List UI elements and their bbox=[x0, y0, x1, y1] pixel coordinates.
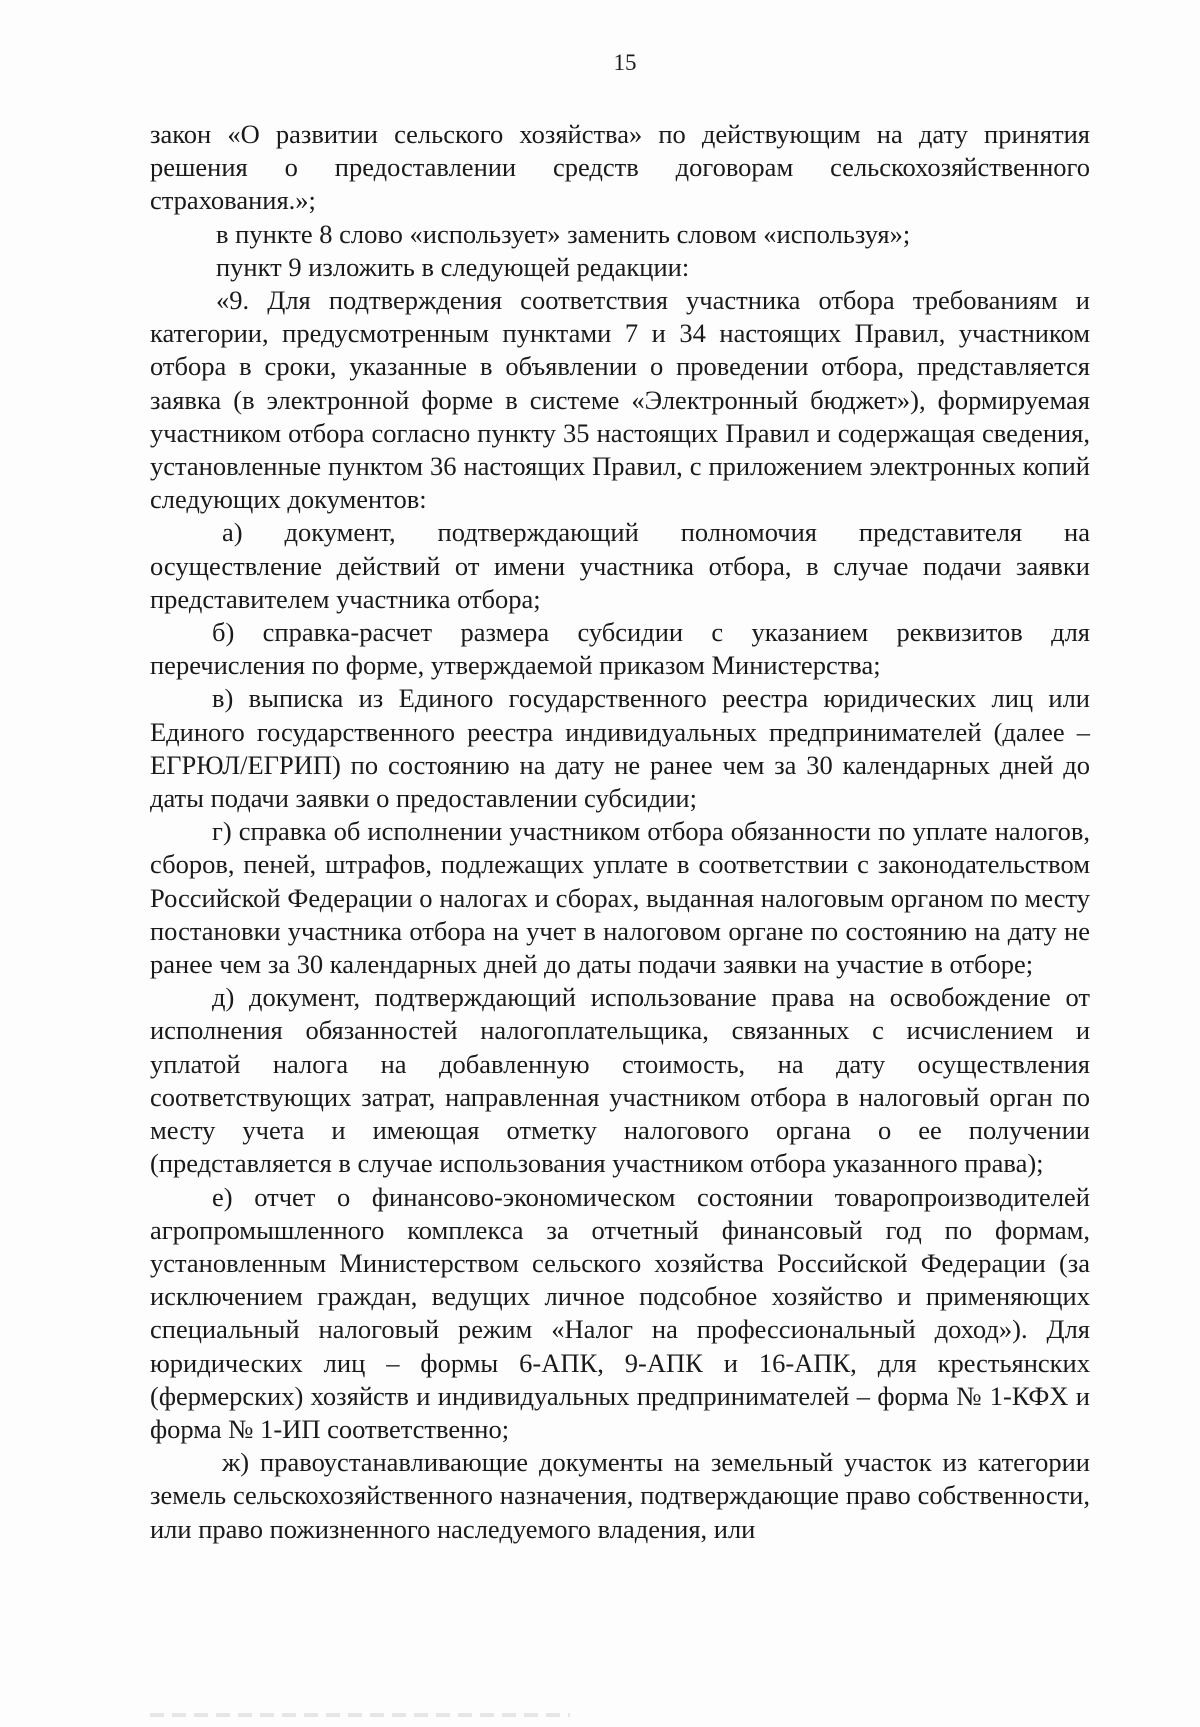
list-item-v: в) выписка из Единого государственного реестра юридических лиц или Единого государственного реестра индивидуальных предпринимателей (далее – ЕГРЮЛ/ЕГРИП) по состоянию на дату не ранее чем за 30 календарных дней до даты подачи заявки о предоставлении субсидии; bbox=[150, 683, 1090, 814]
scan-artifact bbox=[150, 1713, 570, 1717]
list-item-d: д) документ, подтверждающий использование права на освобождение от исполнения обязанностей налогоплательщика, связанных с исчислением и уплатой налога на добавленную стоимость, на дату осуществления соответствующих затрат, направленная участником отбора в налоговый орган по месту учета и имеющая отметку налогового органа о ее получении (представляется в случае использования участником отбора указанного права); bbox=[150, 982, 1090, 1179]
paragraph-amendment-point-9: пункт 9 изложить в следующей редакции: bbox=[216, 251, 690, 282]
list-item-g: г) справка об исполнении участником отбора обязанности по уплате налогов, сборов, пеней, штрафов, подлежащих уплате в соответствии с законодательством Российской Федерации о налогах и сборах, выданная налоговым органом по месту постановки участника отбора на учет в налоговом органе по состоянию на дату не ранее чем за 30 календарных дней до даты подачи заявки на участие в отборе; bbox=[150, 816, 1090, 980]
document-body bbox=[150, 118, 1090, 1546]
paragraph-continuation: закон «О развитии сельского хозяйства» по действующим на дату принятия решения о предоставлении средств договорам сельскохозяйственного страхования.»; bbox=[150, 119, 1090, 216]
paragraph-point-9-text: «9. Для подтверждения соответствия участника отбора требованиям и категории, предусмотренным пунктами 7 и 34 настоящих Правил, участником отбора в сроки, указанные в объявлении о проведении отбора, представляется заявка (в электронной форме в системе «Электронный бюджет»), формируемая участником отбора согласно пункту 35 настоящих Правил и содержащая сведения, установленные пунктом 36 настоящих Правил, с приложением электронных копий следующих документов: bbox=[150, 285, 1090, 515]
list-item-b: б) справка-расчет размера субсидии с указанием реквизитов для перечисления по форме, утверждаемой приказом Министерства; bbox=[150, 617, 1090, 681]
list-item-zh: ж) правоустанавливающие документы на земельный участок из категории земель сельскохозяйственного назначения, подтверждающие право собственности, или право пожизненного наследуемого владения, или bbox=[150, 1447, 1090, 1544]
page-number: 15 bbox=[613, 50, 637, 75]
list-item-e: е) отчет о финансово-экономическом состоянии товаропроизводителей агропромышленного комплекса за отчетный финансовый год по формам, установленным Министерством сельского хозяйства Российской Федерации (за исключением граждан, ведущих личное подсобное хозяйство и применяющих специальный налоговый режим «Налог на профессиональный доход»). Для юридических лиц – формы 6-АПК, 9-АПК и 16-АПК, для крестьянских (фермерских) хозяйств и индивидуальных предпринимателей – форма № 1-КФХ и форма № 1-ИП соответственно; bbox=[150, 1181, 1090, 1444]
paragraph-amendment-point-8: в пункте 8 слово «использует» заменить словом «используя»; bbox=[216, 218, 911, 249]
list-item-a: а) документ, подтверждающий полномочия представителя на осуществление действий от имени участника отбора, в случае подачи заявки представителем участника отбора; bbox=[150, 517, 1090, 614]
